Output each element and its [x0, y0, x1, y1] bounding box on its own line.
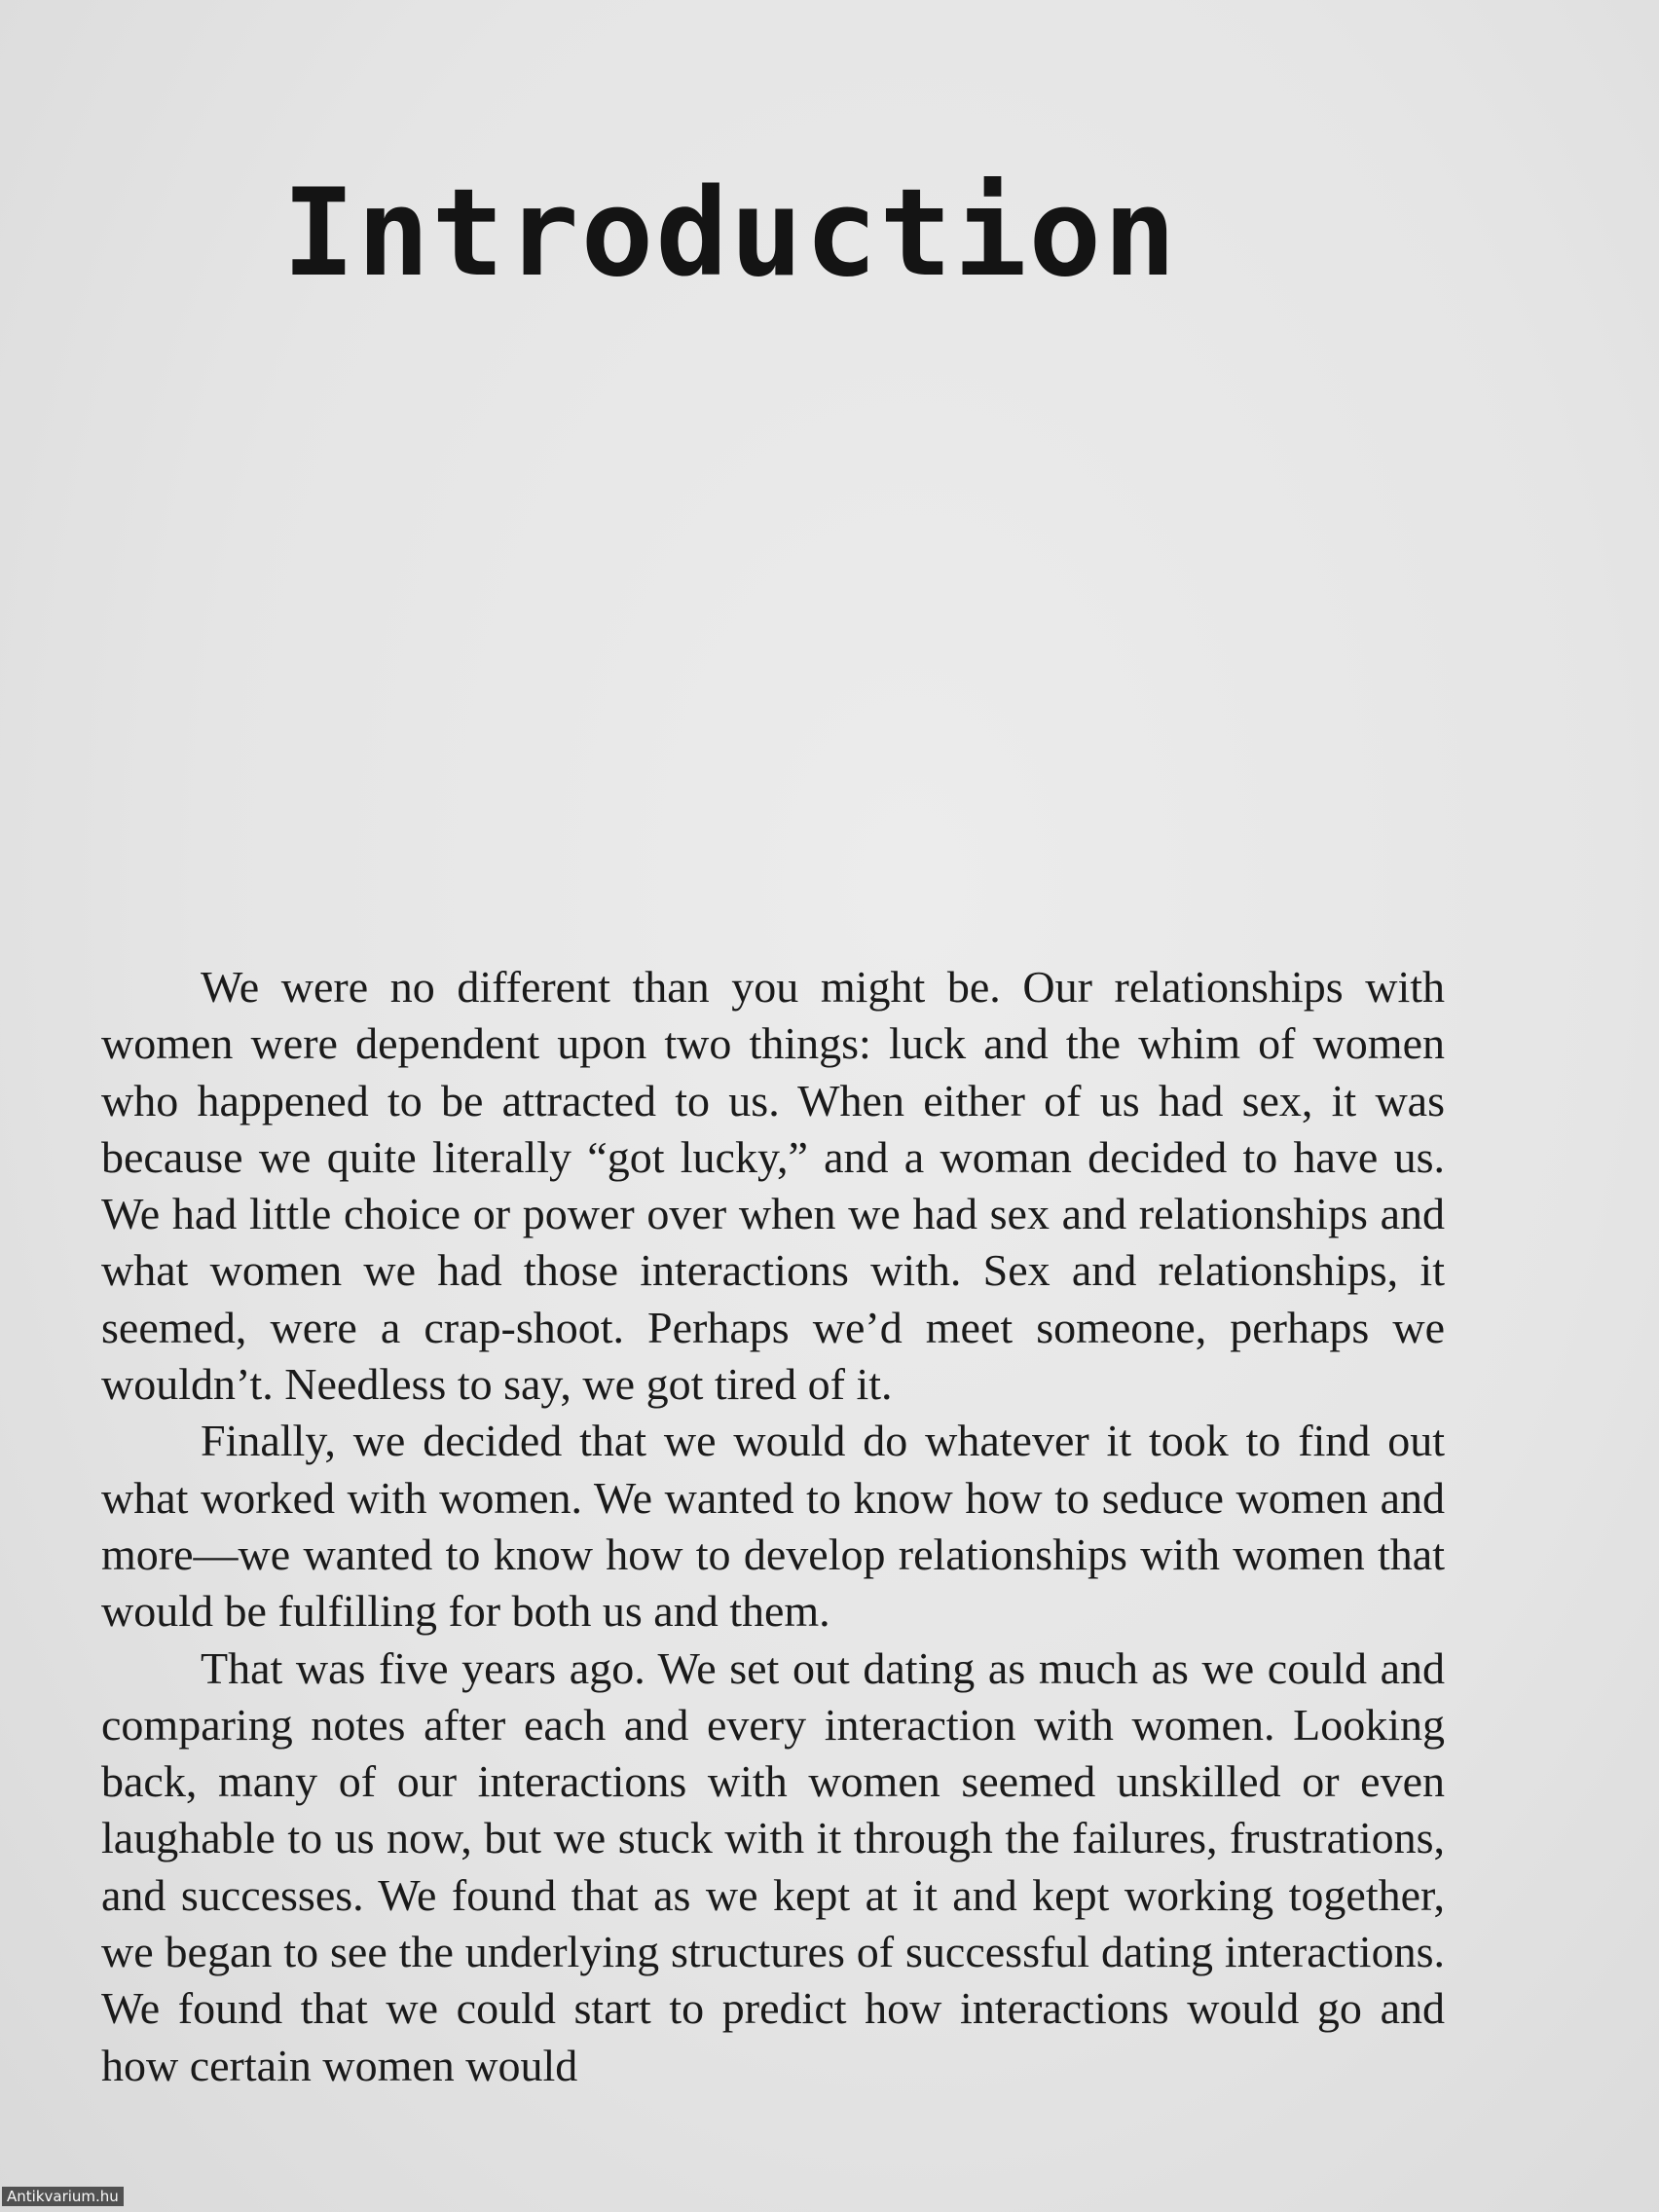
- paragraph: That was five years ago. We set out dating as much as we could and comparing notes after each and every interaction with women. Looking back, many of our interactions with women seemed unskilled or even laughable to us now, but we stuck with it through the failures, frustrations, and successes. We found that as we kept at it and kept working together, we began to see the underlying structures of successful dating interactions. We found that we could start to predict how interactions would go and how certain women would: [101, 1642, 1445, 2090]
- watermark: Antikvarium.hu: [2, 2187, 124, 2206]
- paragraph: We were no different than you might be. Our relationships with women were dependent upon two things: luck and the whim of women who happened to be attracted to us. When either of us had sex, it was because we quite literally “got lucky,” and a woman decided to have us. We had little choice or power over when we had sex and relationships and what women we had those interactions with. Sex and relationships, it seemed, were a crap-shoot. Perhaps we’d meet someone, perhaps we wouldn’t. Needless to say, we got tired of it.: [101, 962, 1445, 1410]
- paragraph: Finally, we decided that we would do whatever it took to find out what worked with women. We wanted to know how to seduce women and more—we wanted to know how to develop relationships with women that would be fulfilling for both us and them.: [101, 1416, 1445, 1637]
- chapter-title: Introduction: [282, 164, 1178, 305]
- body-text: [101, 959, 1445, 2094]
